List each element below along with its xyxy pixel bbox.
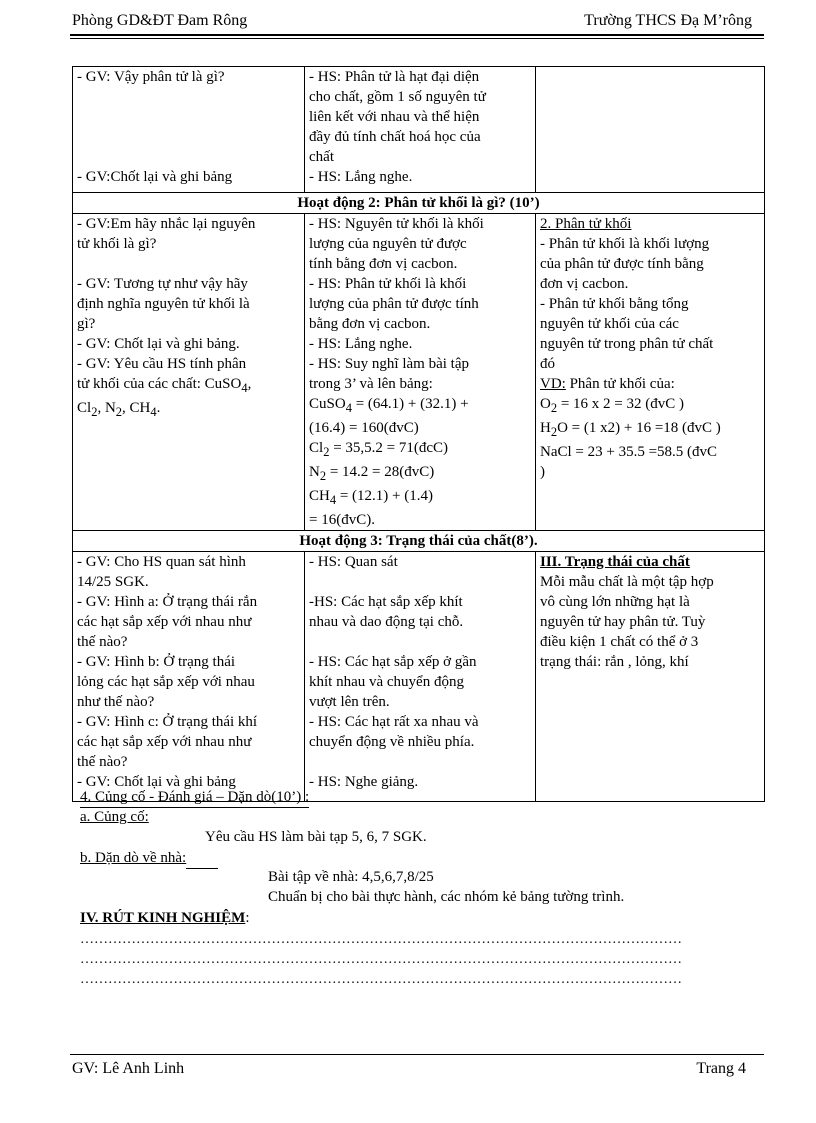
text-line: - GV: Cho HS quan sát hình [77,554,246,570]
dotted-line: ………………………………………………………………………………………………………………… [80,952,682,967]
text-line: - HS: Các hạt rất xa nhau và [309,714,479,730]
text-line: - GV: Chốt lại và ghi bảng. [77,336,240,352]
formula-line: $N_2 = 14.2$ = 28(đvC) [309,464,435,483]
text-line: chất [309,149,334,165]
text-line: - GV: Hình c: Ở trạng thái khí [77,714,258,730]
text-line: đầy đủ tính chất hoá học của [309,129,481,145]
review-subheading: a. Củng cố: [80,809,149,825]
section-header-row [73,193,765,214]
text-line: tử khối là gì? [77,236,157,252]
section-title: Hoạt động 3: Trạng thái của chất(8’). [73,531,765,552]
text-line: vượt lên trên. [309,694,390,710]
text-line: $Cl_2$, $N_2$, $CH_4$. [77,400,161,419]
formula-line: NaCl = 23 + 35.5 =58.5 (đvC [540,444,718,460]
text-line: - GV: Vậy phân tử là gì? [77,69,225,85]
header-school-name: Trường THCS Đạ M’rông [584,12,752,29]
text-line: gì? [77,316,96,332]
formula-line: CuSO$_4$ = (64.1) + (32.1) + [309,396,469,415]
text-line: điều kiện 1 chất có thể ở 3 [540,634,699,650]
formula-line: (16.4) = 160(đvC) [309,420,419,436]
formula-line: $Cl_2 = 35,5.2$ = 71(đcC) [309,440,449,459]
dotted-line: ………………………………………………………………………………………………………………… [80,932,682,947]
table-row [73,67,765,193]
text-line: - HS: Nghe giảng. [309,774,419,790]
text-line: vô cùng lớn những hạt là [540,594,690,610]
blank-line [309,752,531,772]
content-cell [536,214,765,531]
homework-subheading: b. Dặn dò về nhà: [80,848,780,869]
student-activity-cell [305,552,536,802]
text-line: liên kết với nhau và thể hiện [309,109,480,125]
text-line: cho chất, gồm 1 số nguyên tử [309,89,486,105]
consolidation-heading: 4. Củng cố - Đánh giá – Dặn dò(10’) : [80,787,780,808]
text-line: định nghĩa nguyên tử khối là [77,296,250,312]
text-line: - GV: Yêu cầu HS tính phân [77,356,247,372]
text-line: - GV:Em hãy nhắc lại nguyên [77,216,256,232]
content-cell [536,67,765,193]
text-line: thế nào? [77,634,128,650]
text-line: - HS: Phân tử là hạt đại diện [309,69,480,85]
text-line: - GV: Hình b: Ở trạng thái [77,654,236,670]
preparation-text: Chuẩn bị cho bài thực hành, các nhóm kẻ bảng tường trình. [268,889,625,905]
text-line: - HS: Các hạt sắp xếp ở gần [309,654,477,670]
text-line: các hạt sắp xếp với nhau như [77,614,252,630]
text-line: - GV: Tương tự như vậy hãy [77,276,248,292]
text-line: - HS: Phân tử khối là khối [309,276,467,292]
text-line: đơn vị cacbon. [540,276,629,292]
text-line: - Phân tử khối bằng tổng [540,296,689,312]
text-line: tính bằng đơn vị cacbon. [309,256,458,272]
section-heading: III. Trạng thái của chất [540,554,690,570]
content-cell [536,552,765,802]
text-line: - HS: Nguyên tử khối là khối [309,216,484,232]
blank-line [77,254,300,274]
table-row [73,214,765,531]
text-line: thế nào? [77,754,128,770]
text-line: nguyên tử hay phân tử. Tuỳ [540,614,706,630]
homework-text: Bài tập về nhà: 4,5,6,7,8/25 [268,869,434,885]
text-line: - GV:Chốt lại và ghi bảng [77,169,233,185]
footer-page-number: Trang 4 [696,1060,746,1077]
blank-line [309,572,531,592]
text-line: -HS: Các hạt sắp xếp khít [309,594,463,610]
text-line: - HS: Suy nghĩ làm bài tập [309,356,469,372]
blank-line [77,127,300,147]
text-line: lỏng các hạt sắp xếp với nhau [77,674,255,690]
table-row [73,552,765,802]
section-title: Hoạt động 2: Phân tử khối là gì? (10’) [73,193,765,214]
formula-line: $H_2O = (1$ x2) + 16 =18 (đvC ) [540,420,721,439]
section-heading: 2. Phân tử khối [540,216,632,232]
text-line: - GV: Hình a: Ở trạng thái rắn [77,594,258,610]
text-line: lượng của nguyên tử được [309,236,467,252]
lesson-table [72,66,765,802]
student-activity-cell [305,67,536,193]
text-line: nguyên tử trong phân tử chất [540,336,714,352]
text-line: lượng của phân tử được tính [309,296,479,312]
text-line: đó [540,356,555,372]
text-line: nhau và dao động tại chỗ. [309,614,464,630]
header-rule [70,34,764,36]
text-line: chuyển động về nhiều phía. [309,734,475,750]
blank-line [77,147,300,167]
text-line: như thế nào? [77,694,155,710]
reflection-heading: IV. RÚT KINH NGHIỆM: [80,910,250,926]
text-line: nguyên tử khối của các [540,316,679,332]
text-line: - GV: Chốt lại và ghi bảng [77,774,236,790]
text-line: tử khối của các chất: CuSO$_4$, [77,376,252,395]
header-rule-thin [70,38,764,39]
teacher-activity-cell [73,552,305,802]
header-school-office: Phòng GD&ĐT Đam Rông [72,12,248,29]
footer-teacher: GV: Lê Anh Linh [72,1060,185,1077]
footer-rule [70,1054,764,1055]
blank-line [77,107,300,127]
blank-line [309,632,531,652]
formula-line: ) [540,464,545,480]
text-line: Mỗi mẫu chất là một tập hợp [540,574,714,590]
example-line: VD: Phân tử khối của: [540,376,675,392]
formula-line: $O_2 = 16$ x 2 = 32 (đvC ) [540,396,685,415]
text-line: - HS: Lắng nghe. [309,336,413,352]
dotted-line: ………………………………………………………………………………………………………………… [80,972,682,987]
teacher-activity-cell [73,214,305,531]
text-line: trạng thái: rắn , lỏng, khí [540,654,689,670]
blank-line [77,87,300,107]
text-line: - HS: Quan sát [309,554,398,570]
student-activity-cell [305,214,536,531]
formula-line: $CH_4 = (12.1) + (1.4)$ [309,488,433,507]
text-line: khít nhau và chuyển động [309,674,464,690]
section-header-row [73,531,765,552]
text-line: 14/25 SGK. [77,574,149,590]
text-line: - HS: Lắng nghe. [309,169,413,185]
text-line: trong 3’ và lên bảng: [309,376,433,392]
teacher-activity-cell [73,67,305,193]
text-line: bằng đơn vị cacbon. [309,316,431,332]
formula-line: = 16(đvC). [309,512,375,528]
text-line: - Phân tử khối là khối lượng [540,236,710,252]
review-text: Yêu cầu HS làm bài tạp 5, 6, 7 SGK. [205,829,427,845]
text-line: của phân tử được tính bằng [540,256,704,272]
text-line: các hạt sắp xếp với nhau như [77,734,252,750]
